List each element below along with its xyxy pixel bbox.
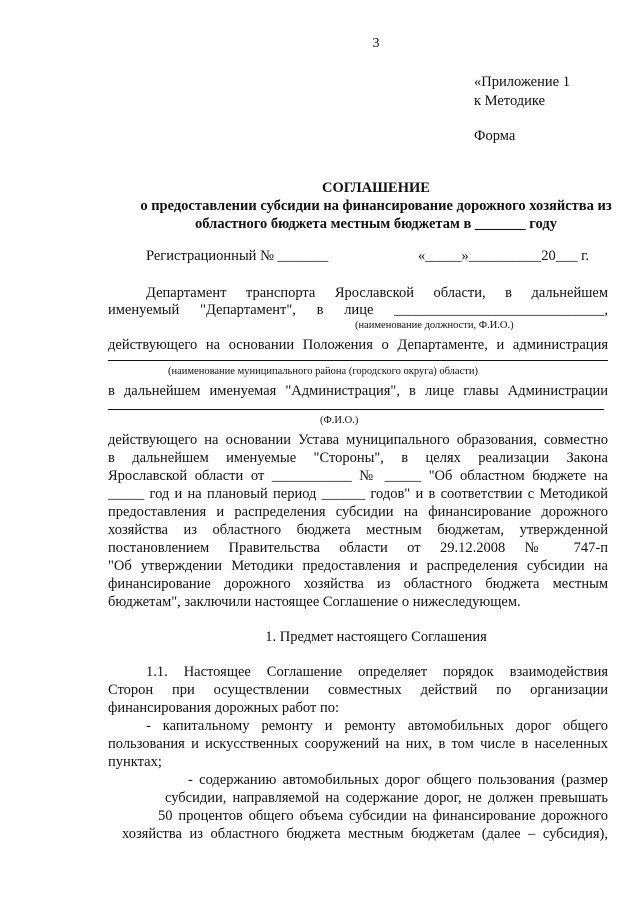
body-line-12: "Об утверждении Методики предоставления и распределения субсидии на	[108, 558, 608, 574]
body-line-1: Департамент транспорта Ярославской области, в дальнейшем	[146, 285, 608, 301]
body-line-5: действующего на основании Устава муниципального образования, совместно	[108, 432, 608, 448]
caption-municipality: (наименование муниципального района (городского округа) области)	[168, 366, 478, 377]
caption-fio: (Ф.И.О.)	[320, 415, 359, 426]
body-line-7: Ярославской области от ___________ № _____ "Об областном бюджете на	[108, 468, 608, 484]
section-line-1: 1.1. Настоящее Соглашение определяет порядок взаимодействия	[146, 664, 608, 680]
body-line-14: бюджетам", заключили настоящее Соглашение о нижеследующем.	[108, 594, 521, 610]
page-number: 3	[372, 36, 380, 51]
section-line-4: - капитальному ремонту и ремонту автомобильных дорог общего	[146, 718, 608, 734]
section-line-8: субсидии, направляемой на содержание дорог, не должен превышать	[165, 790, 608, 806]
body-line-10: хозяйства из областного бюджета местным бюджетам, утвержденной	[108, 522, 608, 538]
appendix-line-2: к Методике	[474, 93, 546, 109]
body-line-4: в дальнейшем именуемая "Администрация", в лице главы Администрации	[108, 383, 608, 399]
section-line-6: пунктах;	[108, 754, 162, 770]
section-line-3: финансирования дорожных работ по:	[108, 700, 339, 716]
section-line-10: хозяйства из областного бюджета местным бюджетам (далее – субсидия),	[122, 826, 608, 842]
body-line-11: постановлением Правительства области от 29.12.2008 № 747-п	[108, 540, 608, 556]
body-line-13: финансирование дорожного хозяйства из областного бюджета местным	[108, 576, 608, 592]
section-title: 1. Предмет настоящего Соглашения	[265, 629, 487, 645]
blank-line-municipality	[108, 360, 608, 361]
registration-number: Регистрационный № _______	[146, 248, 329, 264]
form-label: Форма	[474, 128, 516, 144]
blank-line-fio	[108, 409, 604, 410]
appendix-line-1: «Приложение 1	[474, 74, 570, 90]
title-line-2: о предоставлении субсидии на финансирование дорожного хозяйства из	[140, 198, 612, 214]
body-line-9: предоставления и распределения субсидии на финансирование дорожного	[108, 504, 608, 520]
body-line-8: _____ год и на плановый период ______ годов" и в соответствии с Методикой	[108, 486, 608, 502]
section-line-7: - содержанию автомобильных дорог общего пользования (размер	[188, 772, 608, 788]
caption-position-name: (наименование должности, Ф.И.О.)	[355, 320, 514, 331]
section-line-9: 50 процентов общего объема субсидии на финансирование дорожного	[158, 808, 608, 824]
section-line-2: Сторон при осуществлении совместных действий по организации	[108, 682, 608, 698]
section-line-5: пользования и искусственных сооружений на них, в том числе в населенных	[108, 736, 608, 752]
title-line-3: областного бюджета местным бюджетам в _______ году	[195, 216, 557, 232]
body-line-2: именуемый "Департамент", в лице _____________________________,	[108, 302, 608, 318]
document-title: СОГЛАШЕНИЕ	[322, 180, 430, 196]
body-line-3: действующего на основании Положения о Департаменте, и администрация	[108, 337, 608, 353]
registration-date: «_____»__________20___ г.	[418, 248, 590, 264]
body-line-6: в дальнейшем именуемые "Стороны", в целях реализации Закона	[108, 450, 608, 466]
